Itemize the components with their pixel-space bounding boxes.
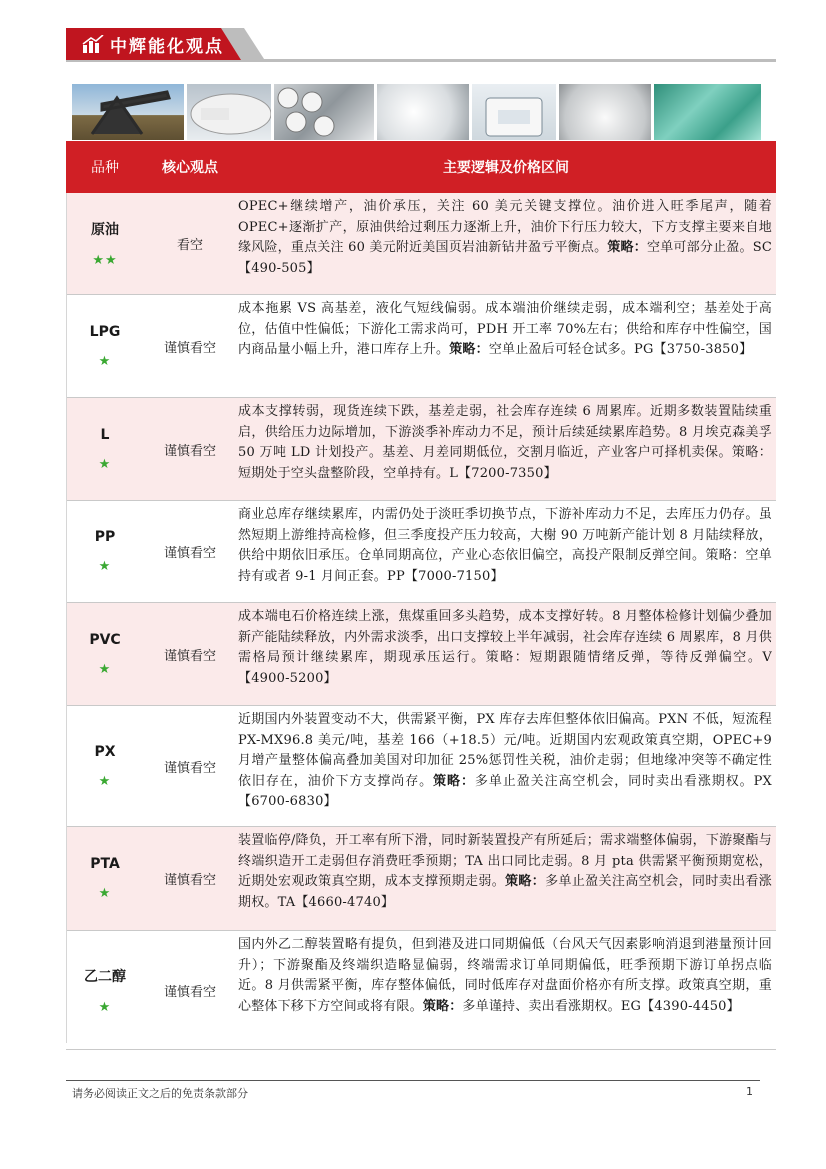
table-row-pta [66,827,776,931]
core-view: 谨慎看空 [163,340,216,356]
table-row-l [66,398,776,501]
lpg-tank-photo [187,84,271,140]
rating-stars: ★ [98,999,112,1015]
logic-text: 商业总库存继续累库，内需仍处于淡旺季切换节点，下游补库动力不足，去库压力仍存。虽然短期上游维持高检修，但三季度投产压力较高，大榭 90 万吨新产能计划 8 月陆续释放，供给中期依旧承压。仓单同期高位，产业心态依旧偏空，高投产限制反弹空间。策略：空单持有或者 9-1 月间正套。PP【7000-7150】 [238,507,772,584]
product-name: 原油 [91,222,119,238]
rating-stars: ★ [98,456,112,472]
core-view: 谨慎看空 [163,984,216,1000]
ethylene-glycol-bottle-photo [472,84,556,140]
product-name: LPG [89,323,121,340]
logic-text: OPEC+继续增产，油价承压，关注 60 美元关键支撑位。油价进入旺季尾声，随着 OPEC+逐渐扩产，原油供给过剩压力逐渐上升，油价下行压力较大，下方支撑主要来自地缘风险，重点关注 60 美元附近美国页岩油新钻井盈亏平衡点。策略：空单可部分止盈。SC【490-505】 [238,199,772,276]
bar-chart-logo-icon [82,35,104,53]
core-view: 谨慎看空 [163,873,216,888]
col-header-view: 核心观点 [162,160,218,176]
col-header-product: 品种 [91,160,119,176]
table-row-pp [66,501,776,603]
product-name: PP [94,529,116,545]
footer-disclaimer: 请务必阅读正文之后的免责条款部分 [72,1087,248,1100]
logic-text: 国内外乙二醇装置略有提负，但到港及进口同期偏低（台风天气因素影响消退到港量预计回升）；下游聚酯及终端织造略显偏弱，终端需求订单同期偏低，旺季预期下游订单拐点临近。8 月供需紧平衡，库存整体偏低，同时低库存对盘面价格亦有所支撑。政策真空期，重心整体下移下方空间或将有限。策略：多单谨持、卖出看涨期权。EG【4390-4450】 [238,937,772,1014]
table-row-pvc [66,603,776,706]
logic-text: 成本拖累 VS 高基差，液化气短线偏弱。成本端油价继续走弱，成本端利空；基差处于高位，估值中性偏低；下游化工需求尚可，PDH 开工率 70%左右；供给和库存中性偏空，国内商品量小幅上升，港口库存上升。策略：空单止盈后可轻仓试多。PG【3750-3850】 [238,301,772,358]
product-name: PTA [90,856,120,872]
rating-stars: ★ [98,353,112,369]
table-row-crude [66,193,776,295]
rating-stars: ★ [98,559,112,574]
rating-stars: ★★ [92,253,118,268]
logic-text: 成本支撑转弱，现货连续下跌，基差走弱，社会库存连续 6 周累库。近期多数装置陆续重启，供给压力边际增加，下游淡季补库动力不足，预计后续延续累库趋势。8 月埃克森美孚 50 万吨 LD 计划投产。基差、月差同期低位，交割月临近，产业客户可择机卖保。策略：短期处于空头盘整阶段，空单持有。L【7200-7350】 [238,404,772,481]
core-view: 谨慎看空 [163,648,216,664]
table-left-border [66,193,67,1043]
logic-text: 成本端电石价格连续上涨，焦煤重回多头趋势，成本支撑好转。8 月整体检修计划偏少叠加新产能陆续释放，内外需求淡季，出口支撑较上半年减弱，社会库存连续 6 周累库，8 月供需格局预计继续累库，期现承压运行。策略：短期跟随情绪反弹，等待反弹偏空。V【4900-5200】 [238,609,772,686]
table-row-eg [66,931,776,1050]
table-header [66,141,776,193]
core-view: 谨慎看空 [163,760,216,776]
rating-stars: ★ [98,773,112,789]
product-name: L [100,426,110,443]
col-header-logic: 主要逻辑及价格区间 [443,160,569,176]
resin-powder-photo [559,84,651,140]
product-photo-strip [72,84,776,140]
core-view: 谨慎看空 [163,546,216,561]
product-name: PX [94,743,116,760]
product-name: PVC [89,631,121,648]
footer-rule [66,1080,760,1081]
header-title: 中辉能化观点 [110,37,224,57]
viewpoint-table [66,141,776,1050]
table-row-lpg [66,295,776,398]
report-header [66,28,776,62]
header-rule [260,59,776,62]
table-row-px [66,706,776,827]
pipes-photo [274,84,374,140]
rating-stars: ★ [98,886,112,901]
plastic-pellets-photo [377,84,469,140]
logic-text: 近期国内外装置变动不大，供需紧平衡，PX 库存去库但整体依旧偏高。PXN 不低，短流程 PX-MX96.8 美元/吨，基差 166（+18.5）元/吨。近期国内宏观政策真空期，OPEC+9 月增产量整体偏高叠加美国对印加征 25%惩罚性关税，油价走弱；但地缘冲突等不确定性依旧存在，油价下方支撑尚存。策略：多单止盈关注高空机会，同时卖出看涨期权。PX【6700-6830】 [238,712,772,810]
page-number: 1 [746,1085,753,1098]
rating-stars: ★ [98,661,112,677]
glass-sheets-photo [654,84,761,140]
core-view: 谨慎看空 [163,443,216,459]
product-name: 乙二醇 [84,968,126,985]
logic-text: 装置临停/降负，开工率有所下滑，同时新装置投产有所延后；需求端整体偏弱，下游聚酯与终端织造开工走弱但存消费旺季预期；TA 出口同比走弱。8 月 pta 供需紧平衡预期宽松，近期处宏观政策真空期，成本支撑预期走弱。策略：多单止盈关注高空机会，同时卖出看涨期权。TA【4660-4740】 [238,833,772,910]
oil-pump-photo [72,84,184,140]
core-view: 看空 [176,238,203,253]
